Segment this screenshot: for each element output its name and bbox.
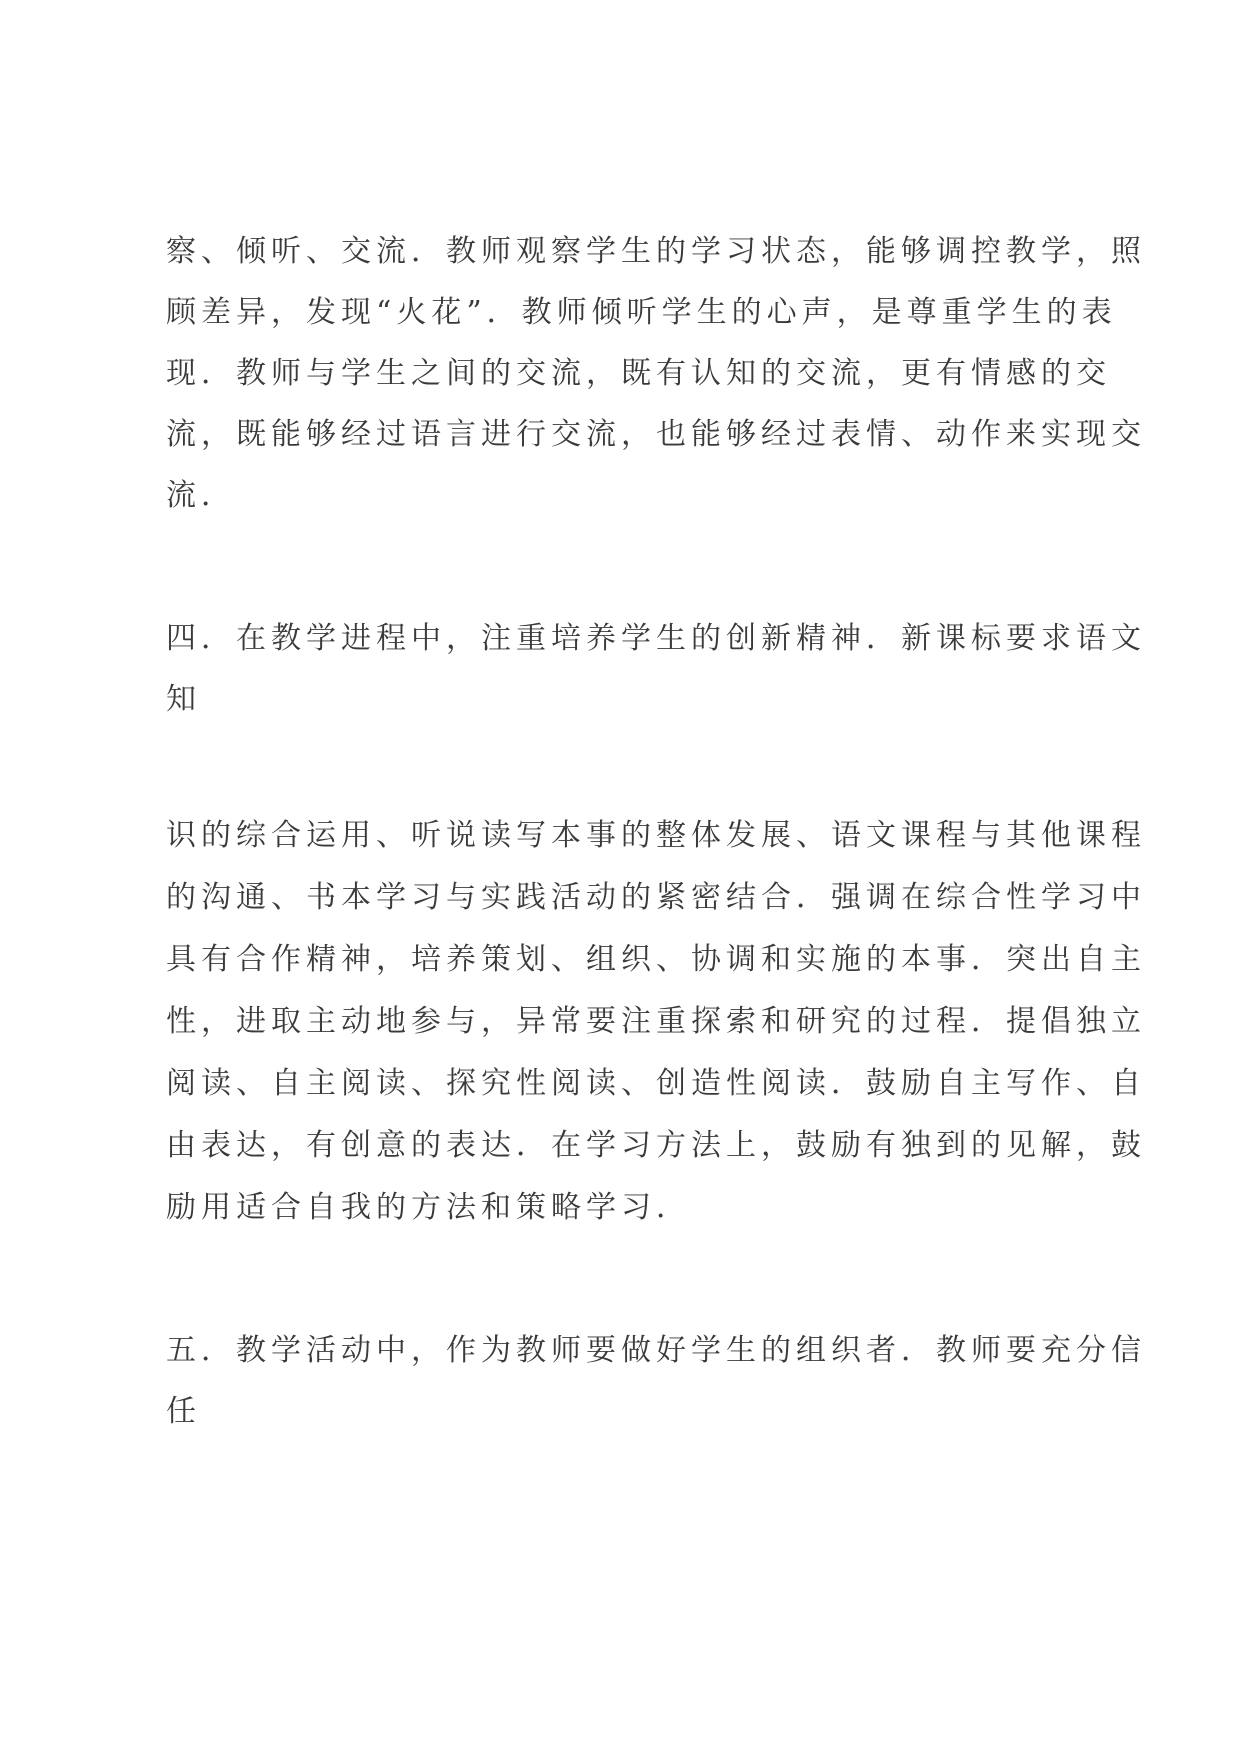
- text-line: 识的综合运用、听说读写本事的整体发展、语文课程与其他课程: [166, 818, 1146, 853]
- text-line: 由表达，有创意的表达．在学习方法上，鼓励有独到的见解，鼓: [166, 1128, 1146, 1163]
- text-line: 察、倾听、交流．教师观察学生的学习状态，能够调控教学，照: [166, 234, 1146, 269]
- text-line: 任: [166, 1394, 201, 1429]
- text-line: 顾差异，发现“火花”．教师倾听学生的心声，是尊重学生的表: [166, 295, 1117, 330]
- text-line: 四．在教学进程中，注重培养学生的创新精神．新课标要求语文: [166, 621, 1146, 656]
- text-line: 流，既能够经过语言进行交流，也能够经过表情、动作来实现交: [166, 417, 1146, 452]
- text-line: 五．教学活动中，作为教师要做好学生的组织者．教师要充分信: [166, 1333, 1146, 1368]
- text-line: 阅读、自主阅读、探究性阅读、创造性阅读．鼓励自主写作、自: [166, 1066, 1146, 1101]
- text-line: 具有合作精神，培养策划、组织、协调和实施的本事．突出自主: [166, 942, 1146, 977]
- text-line: 现．教师与学生之间的交流，既有认知的交流，更有情感的交: [166, 356, 1111, 391]
- text-line: 知: [166, 682, 201, 717]
- text-line: 励用适合自我的方法和策略学习．: [166, 1190, 691, 1225]
- text-line: 性，进取主动地参与，异常要注重探索和研究的过程．提倡独立: [166, 1004, 1146, 1039]
- text-line: 流．: [166, 478, 236, 513]
- text-line: 的沟通、书本学习与实践活动的紧密结合．强调在综合性学习中: [166, 880, 1146, 915]
